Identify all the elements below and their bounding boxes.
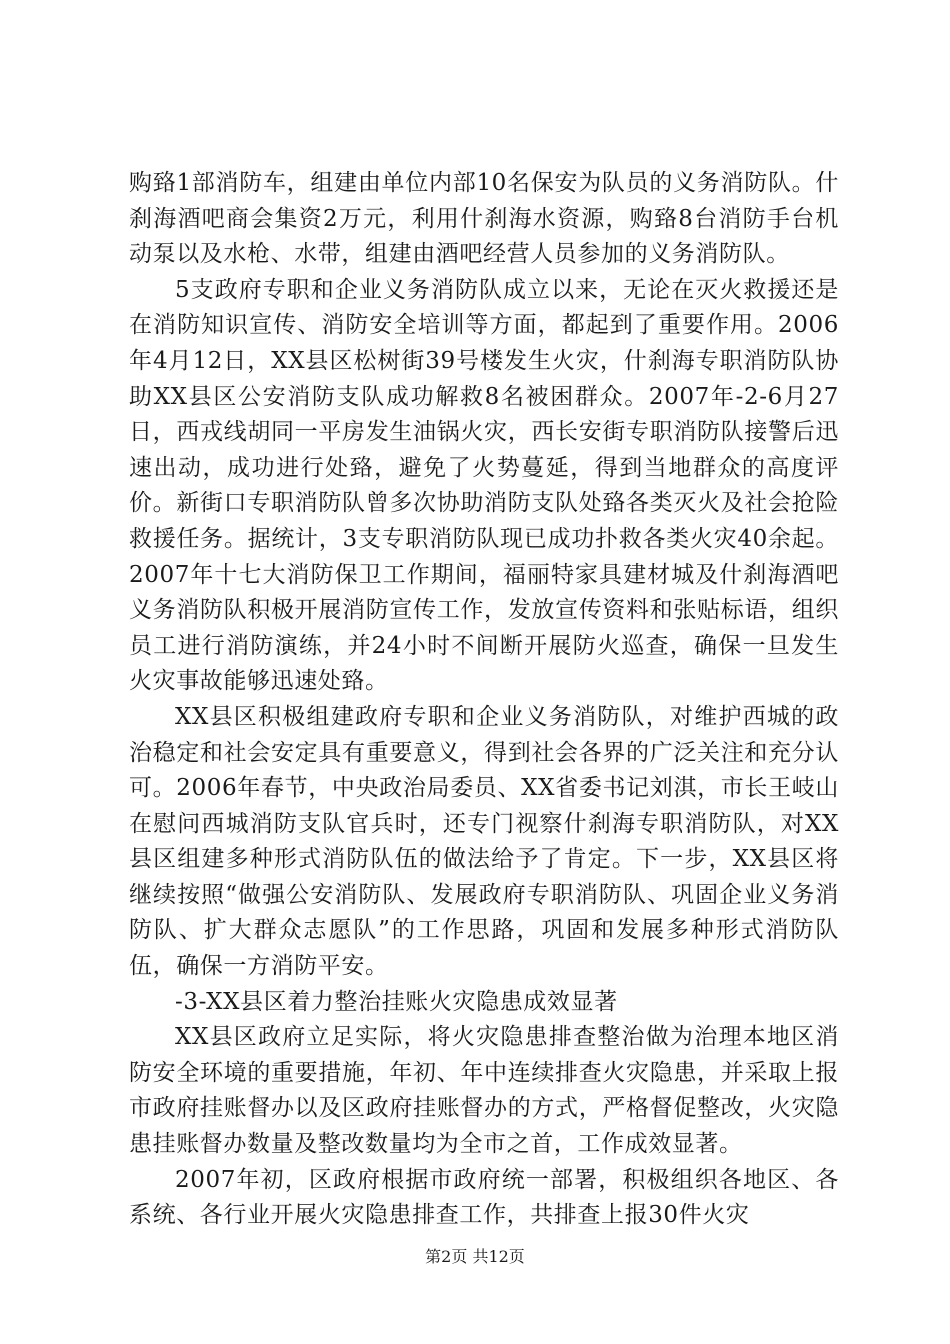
paragraph-2: 5支政府专职和企业义务消防队成立以来，无论在灭火救援还是在消防知识宣传、消防安全培训等方面，都起到了重要作用。2006年4月12日，XX县区松树街39号楼发生火灾，什刹海专职消防队协助XX县区公安消防支队成功解救8名被困群众。2007年-2-6月27日，西戎线胡同一平房发生油锅火灾，西长安街专职消防队接警后迅速出动，成功进行处臵，避免了火势蔓延，得到当地群众的高度评价。新街口专职消防队曾多次协助消防支队处臵各类灭火及社会抢险救援任务。据统计，3支专职消防队现已成功扑救各类火灾40余起。2007年十七大消防保卫工作期间，福丽特家具建材城及什刹海酒吧义务消防队积极开展消防宣传工作，发放宣传资料和张贴标语，组织员工进行消防演练，并24小时不间断开展防火巡查，确保一旦发生火灾事故能够迅速处臵。 xyxy=(129,276,839,695)
document-body xyxy=(129,166,839,1234)
paragraph-3: XX县区积极组建政府专职和企业义务消防队，对维护西城的政治稳定和社会安定具有重要意义，得到社会各界的广泛关注和充分认可。2006年春节，中央政治局委员、XX省委书记刘淇，市长王岐山在慰问西城消防支队官兵时，还专门视察什刹海专职消防队，对XX县区组建多种形式消防队伍的做法给予了肯定。下一步，XX县区将继续按照“做强公安消防队、发展政府专职消防队、巩固企业义务消防队、扩大群众志愿队”的工作思路，巩固和发展多种形式消防队伍，确保一方消防平安。 xyxy=(129,703,839,980)
paragraph-4: XX县区政府立足实际，将火灾隐患排查整治做为治理本地区消防安全环境的重要措施，年初、年中连续排查火灾隐患，并采取上报市政府挂账督办以及区政府挂账督办的方式，严格督促整改，火灾隐患挂账督办数量及整改数量均为全市之首，工作成效显著。 xyxy=(129,1024,839,1158)
paragraph-1: 购臵1部消防车，组建由单位内部10名保安为队员的义务消防队。什刹海酒吧商会集资2万元，利用什刹海水资源，购臵8台消防手台机动泵以及水枪、水带，组建由酒吧经营人员参加的义务消防队。 xyxy=(129,170,839,268)
paragraph-5: 2007年初，区政府根据市政府统一部署，积极组织各地区、各系统、各行业开展火灾隐患排查工作，共排查上报30件火灾 xyxy=(129,1166,839,1229)
section-heading: -3-XX县区着力整治挂账火灾隐患成效显著 xyxy=(175,988,618,1015)
page-footer: 第2页 共12页 xyxy=(425,1247,525,1266)
